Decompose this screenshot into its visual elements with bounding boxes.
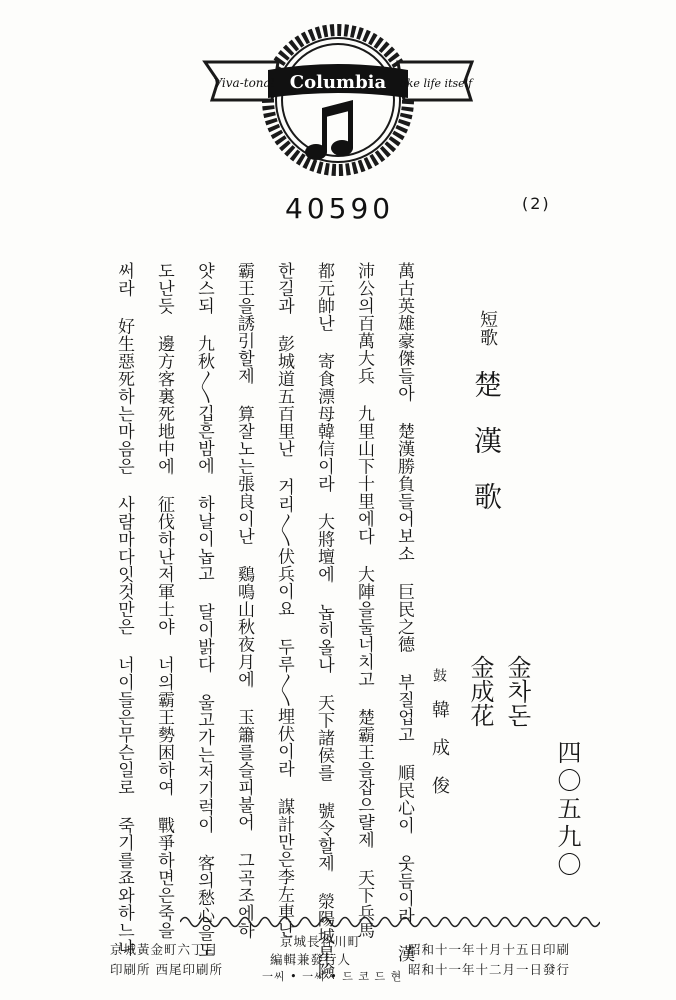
lyric-line-4: 한길과 彭城道五百里난 거리〳〵伏兵이요 두루〳〵埋伏이라 謀計만은李左車난 xyxy=(274,262,294,938)
singer-2: 金成花 xyxy=(466,655,494,727)
logo-motto-left: Viva-tonal xyxy=(213,76,275,90)
footer-issued-date: 昭和十一年十二月一日發行 xyxy=(408,962,571,977)
footer-editor-address: 京城長谷川町 xyxy=(280,934,362,949)
side-label: (2) xyxy=(522,194,551,213)
drum-label: 鼓 xyxy=(431,668,447,682)
lyric-line-6: 얏스되 九秋〳〵깁흔밤에 하날이놉고 달이밝다 울고가는저기럭이 客의愁心을도 xyxy=(194,262,214,959)
logo-motto-right: like life itself xyxy=(399,77,473,90)
lyric-line-8: 써라 好生惡死하는마음은 사람마다잇것만은 너이들은무슨일로 죽기를죠와하느냐 xyxy=(114,262,134,957)
catalog-number: 40590 xyxy=(285,192,395,225)
footer-company: 一씨 • 一씨 • 드 코 드 현 xyxy=(262,970,403,983)
drummer-name: 韓成俊 xyxy=(429,700,450,814)
genre-label: 短歌 xyxy=(477,310,498,346)
lyric-line-2: 沛公의百萬大兵 九里山下十里에다 大陣을둘너치고 楚霸王을잡으랼제 天下兵馬 xyxy=(354,262,374,939)
footer-printed-date: 昭和十一年十月十五日印刷 xyxy=(408,942,571,957)
song-title: 楚漢歌 xyxy=(470,370,503,538)
footer-printer-address: 京城黃金町六丁目 xyxy=(110,942,219,957)
logo-brand: Columbia xyxy=(289,72,387,93)
columbia-logo xyxy=(0,0,676,185)
catalog-number-vertical: 四〇五九〇 xyxy=(553,740,581,880)
footer-printer-name: 印刷所 西尾印刷所 xyxy=(110,962,223,977)
lyric-line-3: 都元帥난 寄食漂母韓信이라 大將壇에 놉히올나 天下諸侯를 號令할제 滎陽城星險 xyxy=(314,262,334,980)
lyric-line-5: 霸王을誘引할제 算잘노는張良이난 鷄鳴山秋夜月에 玉簫를슬피불어 그곡조에하 xyxy=(234,262,254,939)
footer-divider xyxy=(180,913,600,931)
lyric-line-7: 도난듯 邊方客裏死地中에 征伐하난저軍士야 너의霸王勢困하여 戰爭하면은죽을 xyxy=(154,262,174,939)
lyric-line-1: 萬古英雄豪傑들아 楚漢勝負들어보소 巨民之德 부질업고 順民心이 웃듬이라 漢 xyxy=(394,262,414,963)
footer-editor-role: 編輯兼發行人 xyxy=(270,952,352,967)
singer-1: 金차돈 xyxy=(503,655,531,727)
